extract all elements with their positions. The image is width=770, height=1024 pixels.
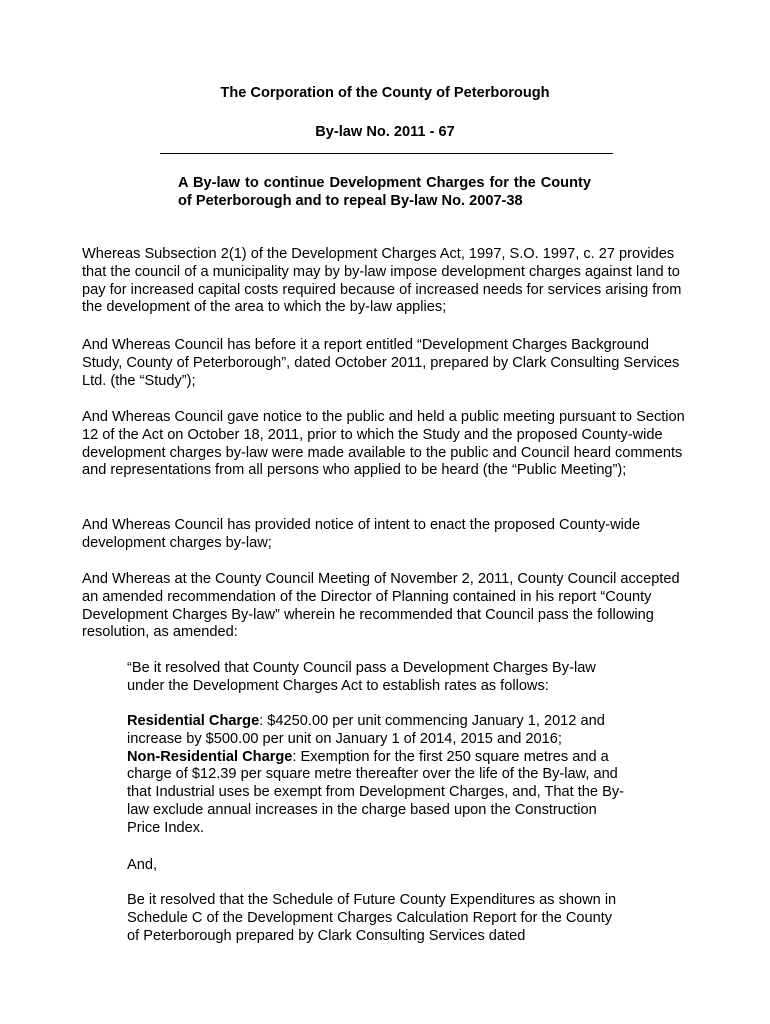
non-residential-charge-text: : Exemption for the first 250 square metres and a charge of $12.39 per square metre thereafter over the life of the By-law, and that Industrial uses be exempt from Development Charges, and, That the By-law exclude annual increases in the charge based upon the Construction Price Index.: [127, 748, 624, 836]
paragraph-whereas-2: And Whereas Council has before it a report entitled “Development Charges Background Study, County of Peterborough”, dated October 2011, prepared by Clark Consulting Services Ltd. (the “Study”);: [82, 337, 680, 389]
resolution-intro: “Be it resolved that County Council pass a Development Charges By-law under the Development Charges Act to establish rates as follows:: [127, 660, 596, 694]
and-line: And,: [127, 857, 158, 873]
paragraph-whereas-3: And Whereas Council gave notice to the public and held a public meeting pursuant to Section 12 of the Act on October 18, 2011, prior to which the Study and the proposed County-wide development charges by-law were made available to the public and Council heard comments and representations from all persons who applied to be heard (the “Public Meeting”);: [82, 409, 685, 479]
residential-charge-label: Residential Charge: [127, 713, 260, 729]
non-residential-charge: [127, 749, 627, 838]
document-title: The Corporation of the County of Peterborough: [220, 85, 550, 101]
residential-charge: [127, 713, 627, 749]
residential-charge-text: : $4250.00 per unit commencing January 1, 2012 and increase by $500.00 per unit on January 1 of 2014, 2015 and 2016;: [127, 713, 605, 747]
bylaw-heading: A By-law to continue Development Charges for the County of Peterborough and to repeal By-law No. 2007-38: [178, 175, 591, 209]
bylaw-number: By-law No. 2011 - 67: [315, 124, 455, 140]
charges-block: [127, 713, 627, 838]
paragraph-whereas-4: And Whereas Council has provided notice of intent to enact the proposed County-wide development charges by-law;: [82, 517, 641, 551]
paragraph-whereas-1: Whereas Subsection 2(1) of the Development Charges Act, 1997, S.O. 1997, c. 27 provides that the council of a municipality may by by-law impose development charges against land to pay for increased capital costs required because of increased needs for services arising from the development of the area to which the by-law applies;: [82, 246, 682, 316]
non-residential-charge-label: Non-Residential Charge: [127, 748, 293, 765]
resolution-schedule: Be it resolved that the Schedule of Future County Expenditures as shown in Schedule C of the Development Charges Calculation Report for the County of Peterborough prepared by Clark Consulting Services dated: [127, 892, 617, 944]
title-divider: [160, 153, 613, 154]
paragraph-whereas-5: And Whereas at the County Council Meeting of November 2, 2011, County Council accepted an amended recommendation of the Director of Planning contained in his report “County Development Charges By-law” wherein he recommended that Council pass the following resolution, as amended:: [82, 571, 680, 641]
